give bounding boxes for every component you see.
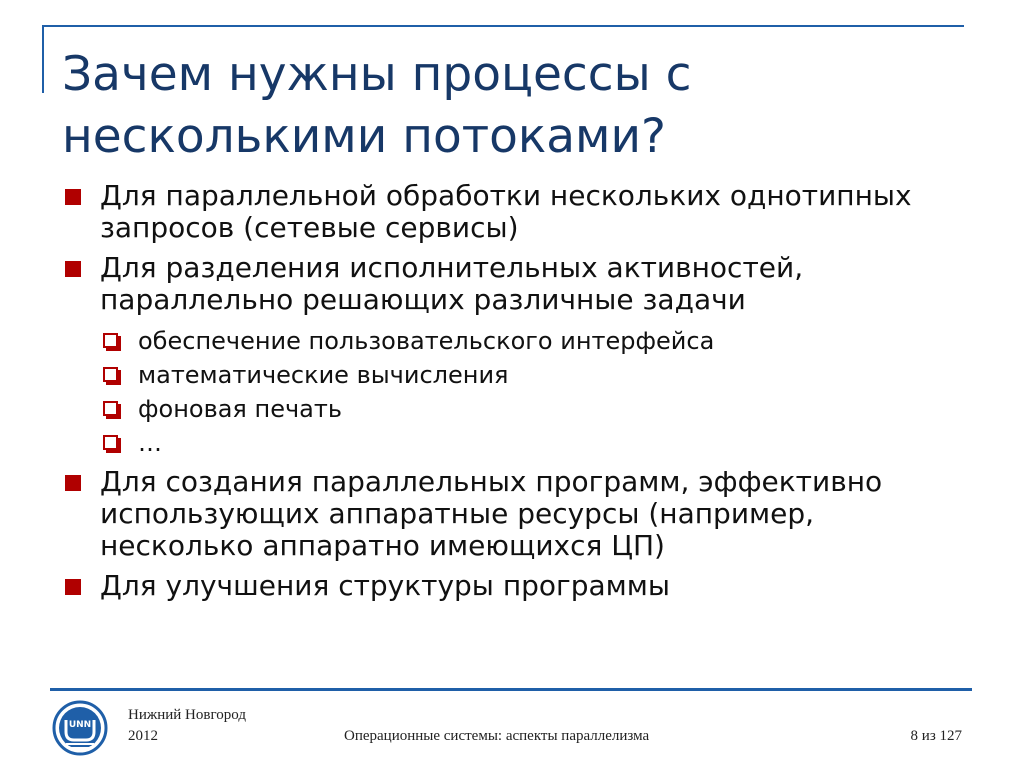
sub-bullet-text: фоновая печать [138, 395, 342, 423]
logo-text: UNN [68, 720, 92, 730]
bullet-text: Для создания параллельных программ, эффективно использующих аппаратные ресурсы (например, несколько аппаратно имеющихся ЦП) [100, 465, 883, 562]
footer-city: Нижний Новгород [128, 707, 246, 723]
square-bullet-icon [65, 261, 81, 277]
bullet-item [62, 180, 962, 244]
sub-bullet-item [62, 358, 962, 392]
square-bullet-icon [65, 579, 81, 595]
sub-bullet-item [62, 392, 962, 426]
footer-year: 2012 [128, 728, 158, 744]
sub-bullet-text: обеспечение пользовательского интерфейса [138, 327, 715, 355]
checkbox-bullet-icon [103, 401, 118, 416]
square-bullet-icon [65, 475, 81, 491]
slide-title: Зачем нужны процессы с несколькими потоками? [62, 47, 692, 164]
bullet-item [62, 570, 962, 602]
square-bullet-icon [65, 189, 81, 205]
bullet-text: Для разделения исполнительных активностей, параллельно решающих различные задачи [100, 251, 804, 316]
sub-bullet-list [62, 324, 962, 460]
bullet-list [62, 180, 962, 610]
checkbox-bullet-icon [103, 333, 118, 348]
bullet-item [62, 252, 962, 316]
bullet-item [62, 466, 962, 562]
bullet-text: Для параллельной обработки нескольких однотипных запросов (сетевые сервисы) [100, 179, 912, 244]
footer-divider [50, 688, 972, 691]
checkbox-bullet-icon [103, 435, 118, 450]
checkbox-bullet-icon [103, 367, 118, 382]
sub-bullet-text: математические вычисления [138, 361, 509, 389]
sub-bullet-item [62, 426, 962, 460]
bullet-text: Для улучшения структуры программы [100, 569, 671, 602]
footer-course-title: Операционные системы: аспекты параллелизма [344, 728, 650, 744]
unn-logo-icon [52, 700, 108, 756]
frame-top-line [42, 25, 964, 27]
page-number: 8 из 127 [910, 728, 962, 744]
sub-bullet-text: … [138, 429, 162, 457]
frame-left-line [42, 25, 44, 93]
sub-bullet-item [62, 324, 962, 358]
